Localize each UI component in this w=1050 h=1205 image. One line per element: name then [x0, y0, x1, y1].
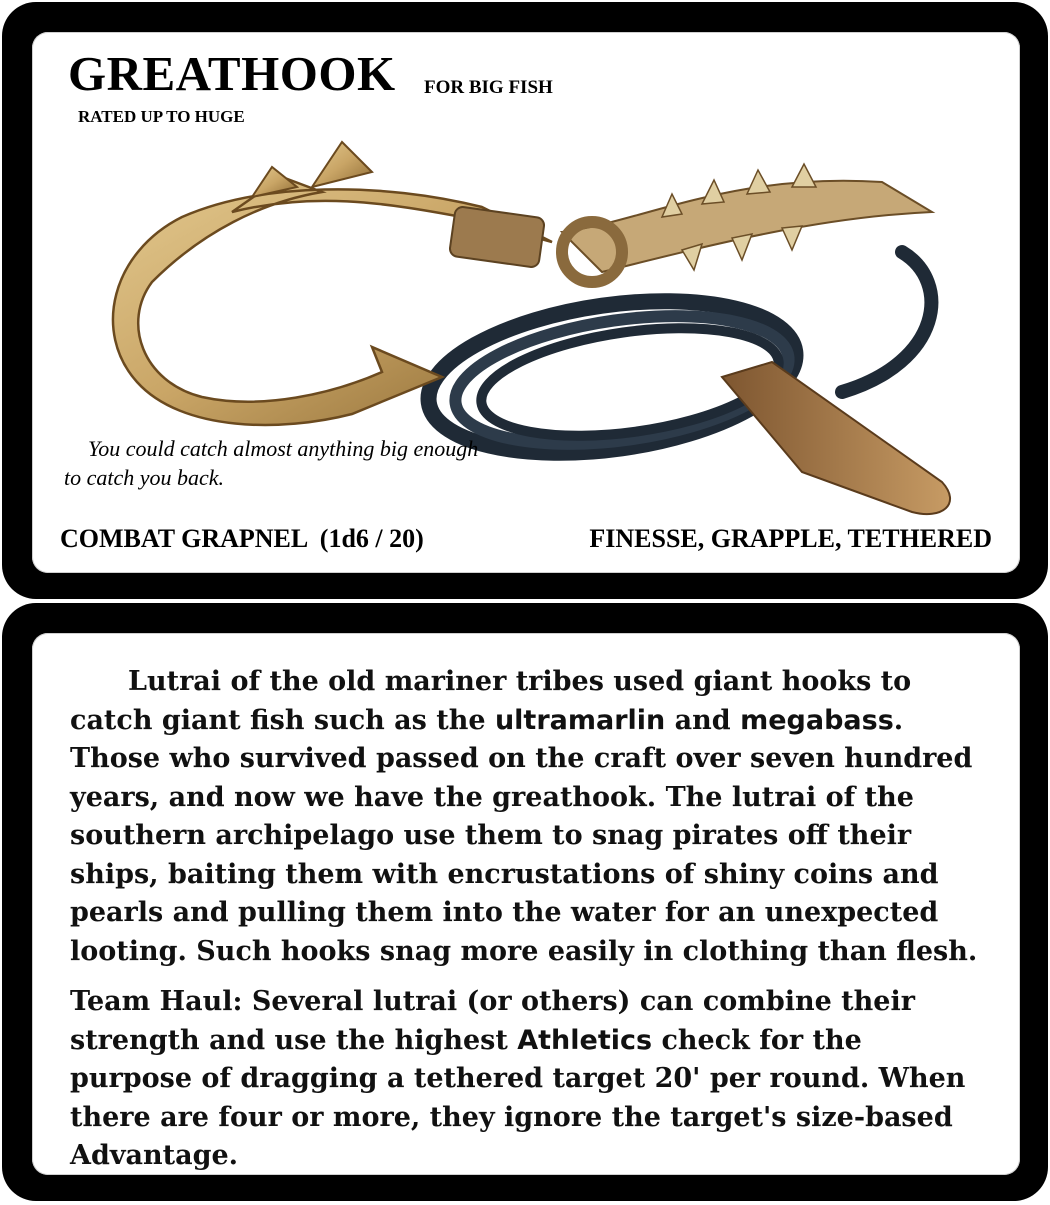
term-athletics: Athletics [517, 1024, 653, 1056]
weapon-type-damage: COMBAT GRAPNEL (1d6 / 20) [60, 524, 424, 553]
leather-strap [722, 362, 950, 514]
term-megabass: megabass [740, 704, 894, 736]
flavor-text: You could catch almost anything big enough to catch you back. [64, 436, 479, 490]
back-card-face [32, 633, 1020, 1175]
back-card [2, 603, 1048, 1201]
front-card [2, 2, 1048, 599]
card-subtitle: FOR BIG FISH [424, 77, 553, 98]
lore-text-3: . Those who survived passed on the craft over seven hundred years, and now we have the greathook. The lutrai of the southern archipelago use them to snag pirates off their ships, baiting them with encrustations of shiny coins and pearls and pulling them into the water for an unexpected looting. Such hooks snag more easily in clothing than flesh. [70, 704, 978, 967]
rule-text-1: Team Haul: Several lutrai (or others) can combine their strength and use the highest [70, 986, 915, 1056]
term-ultramarlin: ultramarlin [494, 704, 666, 736]
spiked-handle [562, 164, 932, 282]
lore-paragraph [70, 663, 990, 971]
lore-text-1: Lutrai of the old mariner tribes used giant hooks to catch giant fish such as the [70, 666, 912, 736]
lore-text-2: and [665, 704, 741, 736]
rule-paragraph [70, 983, 990, 1176]
hook-binding [449, 206, 545, 268]
front-card-face [32, 32, 1020, 573]
description-text [70, 663, 990, 1188]
card-title: GREATHOOK [68, 46, 396, 101]
weapon-properties: FINESSE, GRAPPLE, TETHERED [589, 524, 992, 553]
size-rating: RATED UP TO HUGE [78, 107, 245, 126]
rule-text-2: check for the purpose of dragging a tethered target 20' per round. When there are four or more, they ignore the target's size-based Advantage. [70, 1024, 966, 1171]
